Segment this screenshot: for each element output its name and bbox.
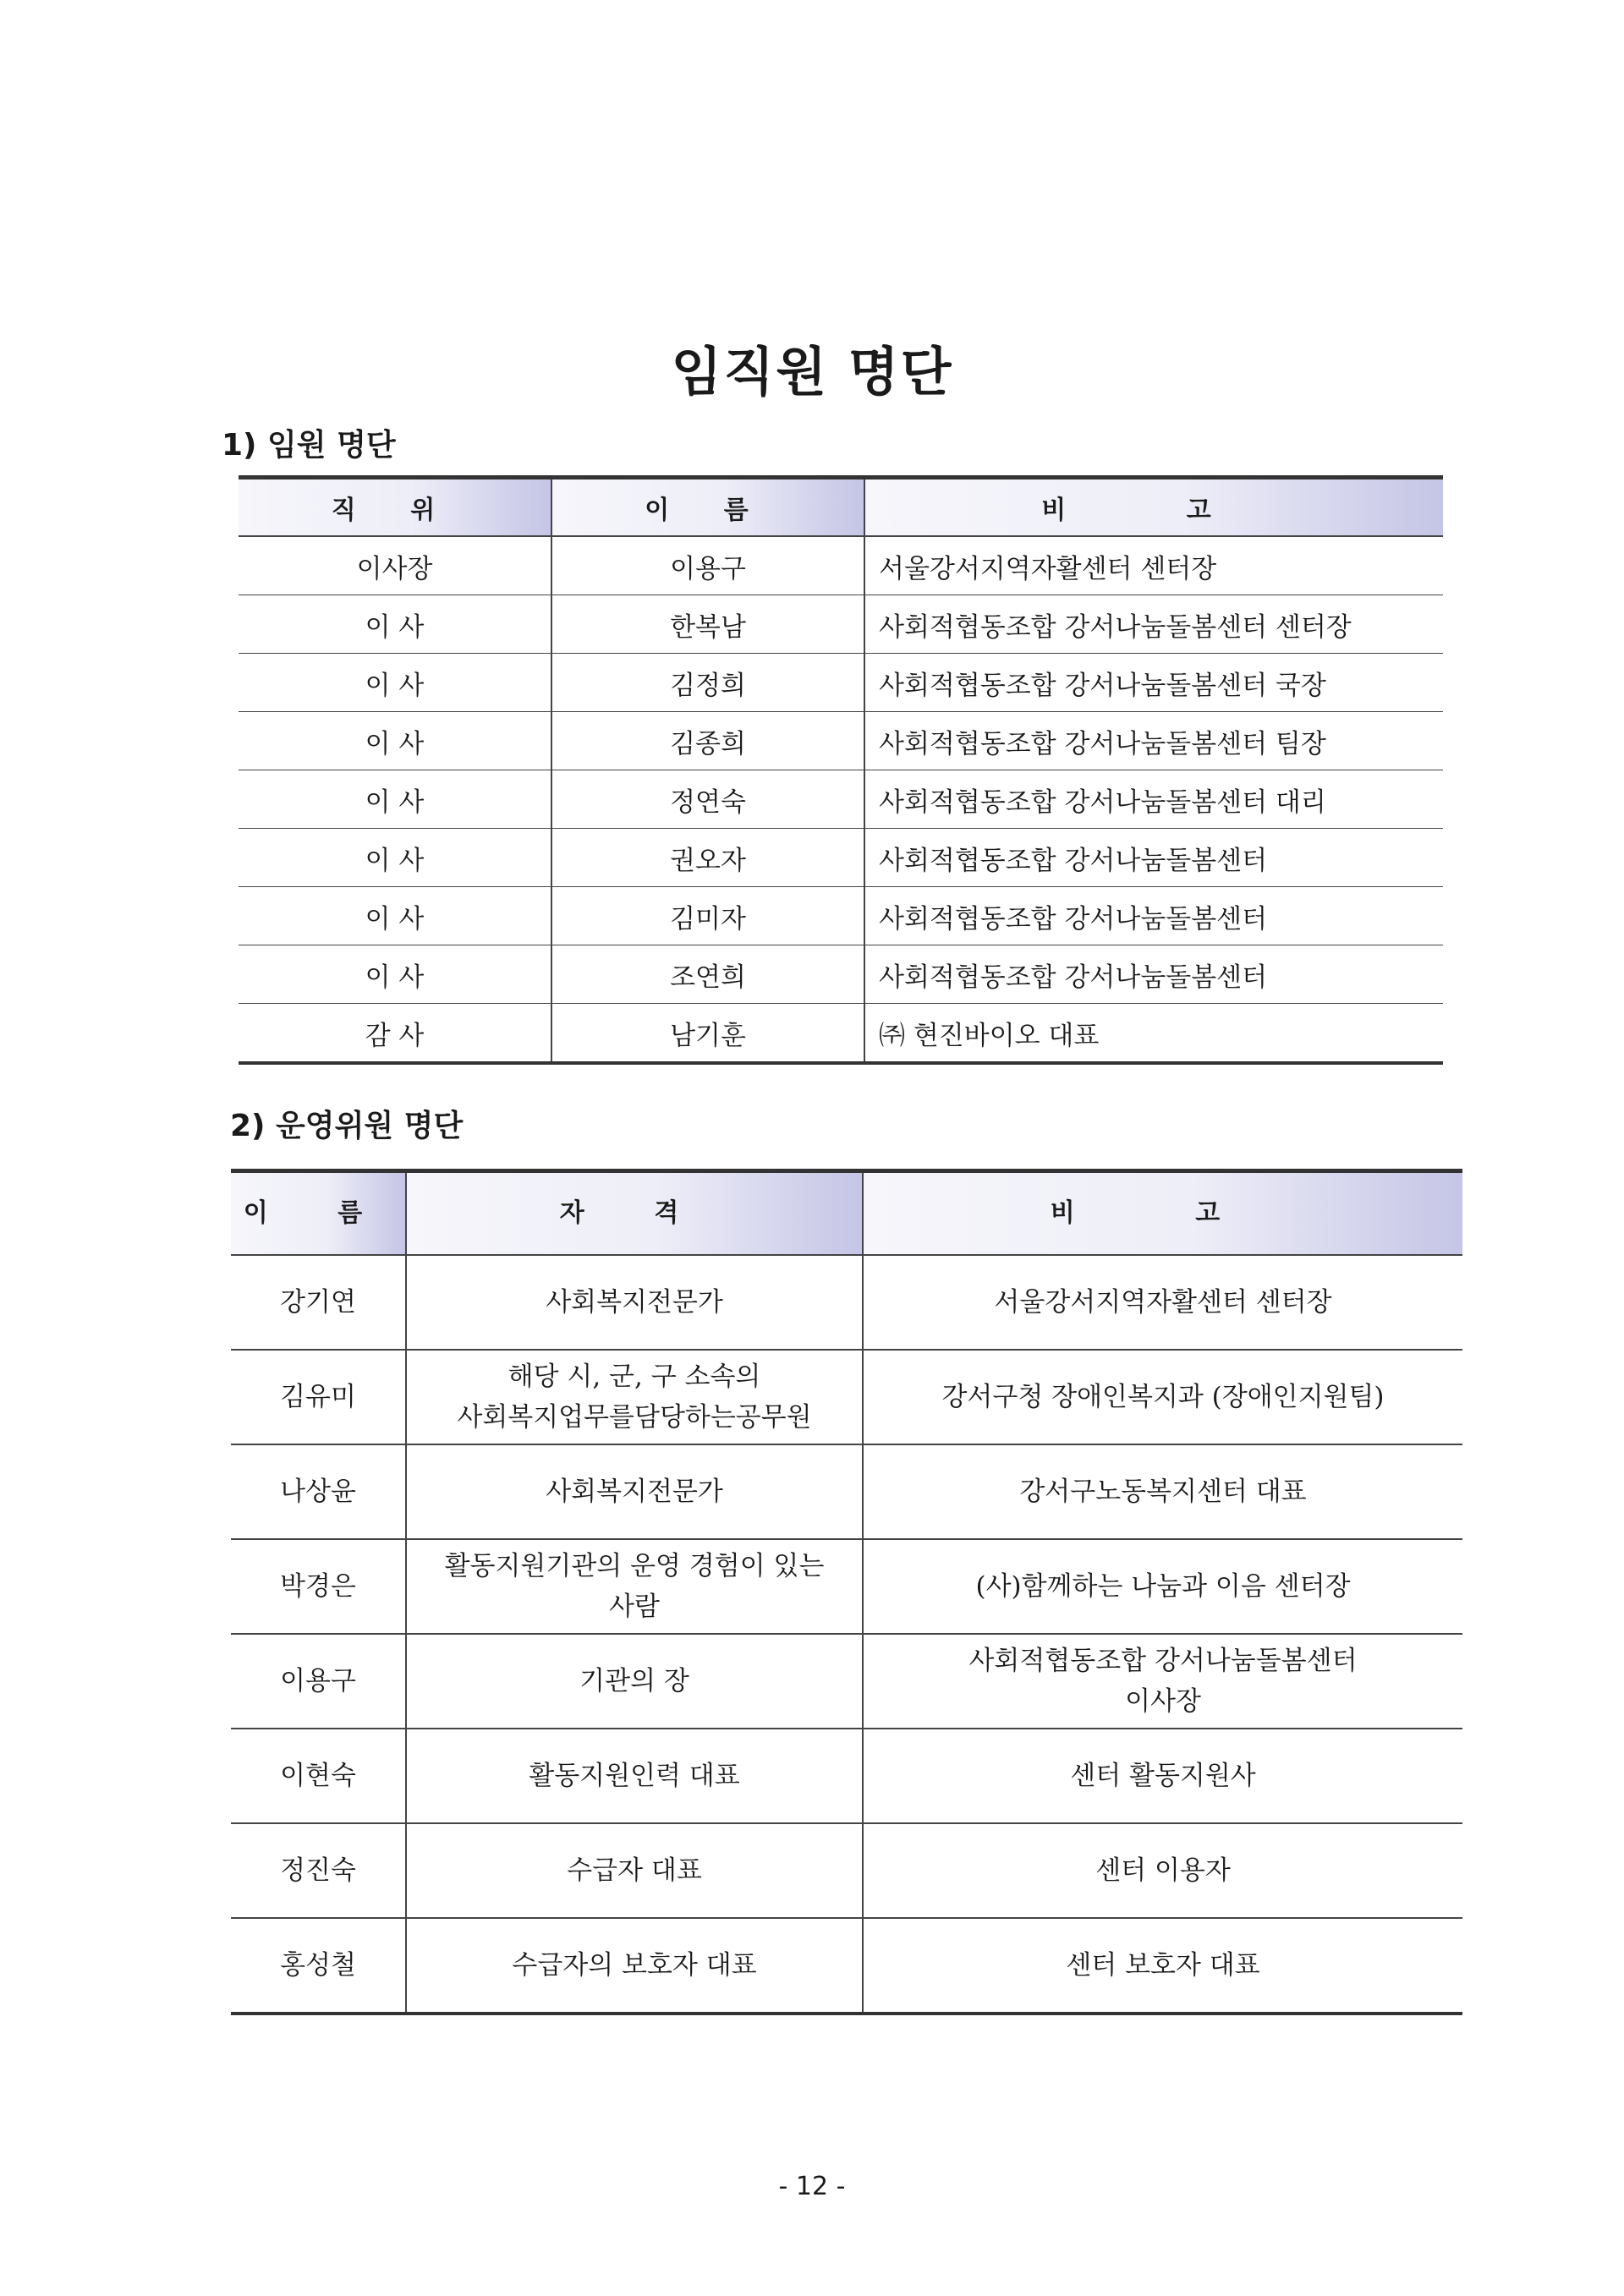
column-header-qualification: 자 격: [406, 1171, 863, 1256]
officer-name-cell: 권오자: [551, 829, 864, 887]
member-qualification-cell-line: 사람: [609, 1592, 660, 1622]
officer-note-cell: ㈜ 현진바이오 대표: [864, 1004, 1443, 1064]
member-qualification-cell-line: 사회복지전문가: [546, 1476, 723, 1507]
table-row: [231, 1634, 1462, 1729]
table-row: [239, 1004, 1443, 1064]
table-row: [239, 595, 1443, 654]
table-row: [239, 945, 1443, 1004]
officer-position-cell: 이 사: [239, 829, 551, 887]
member-note-cell-line: 센터 활동지원사: [1070, 1760, 1256, 1791]
column-header-note: 비 고: [863, 1171, 1462, 1256]
column-header-name: 이 름: [231, 1171, 406, 1256]
member-name-cell: 이현숙: [231, 1729, 406, 1823]
member-note-cell: [863, 1255, 1462, 1350]
member-qualification-cell: [406, 1918, 863, 2014]
member-note-cell: [863, 1634, 1462, 1729]
page-title: 임직원 명단: [671, 341, 953, 403]
officer-name-cell: 이용구: [551, 536, 864, 595]
officer-position-cell: 이 사: [239, 770, 551, 829]
officer-note-cell: 사회적협동조합 강서나눔돌봄센터 대리: [864, 770, 1443, 829]
member-note-cell: [863, 1729, 1462, 1823]
member-qualification-cell: [406, 1444, 863, 1539]
officer-note-cell: 사회적협동조합 강서나눔돌봄센터 센터장: [864, 595, 1443, 654]
officer-name-cell: 김정희: [551, 654, 864, 712]
table-row: [239, 654, 1443, 712]
member-qualification-cell-line: 수급자의 보호자 대표: [512, 1949, 757, 1981]
member-qualification-cell: [406, 1350, 863, 1444]
member-note-cell: [863, 1918, 1462, 2014]
member-qualification-cell: [406, 1634, 863, 1729]
member-name-cell: 나상윤: [231, 1444, 406, 1539]
officer-position-cell: 감 사: [239, 1004, 551, 1064]
table-header-row: [239, 478, 1443, 537]
officer-note-cell: 사회적협동조합 강서나눔돌봄센터: [864, 829, 1443, 887]
member-qualification-cell-line: 사회복지업무를담당하는공무원: [457, 1402, 812, 1433]
officer-position-cell: 이 사: [239, 654, 551, 712]
table-row: [231, 1444, 1462, 1539]
table-row: [231, 1729, 1462, 1823]
member-qualification-cell-line: 활동지원인력 대표: [529, 1760, 740, 1791]
officer-note-cell: 사회적협동조합 강서나눔돌봄센터: [864, 945, 1443, 1004]
column-header-position: 직 위: [239, 478, 551, 537]
member-note-cell: [863, 1823, 1462, 1918]
officers-table: [239, 475, 1443, 1065]
officer-name-cell: 한복남: [551, 595, 864, 654]
officer-position-cell: 이 사: [239, 887, 551, 945]
table-row: [231, 1918, 1462, 2014]
member-note-cell-line: 센터 이용자: [1095, 1855, 1231, 1886]
member-note-cell: [863, 1539, 1462, 1634]
member-name-cell: 김유미: [231, 1350, 406, 1444]
member-note-cell-line: 센터 보호자 대표: [1066, 1949, 1260, 1981]
member-qualification-cell: [406, 1823, 863, 1918]
member-name-cell: 홍성철: [231, 1918, 406, 2014]
member-qualification-cell: [406, 1255, 863, 1350]
table-row: [239, 829, 1443, 887]
officer-note-cell: 사회적협동조합 강서나눔돌봄센터: [864, 887, 1443, 945]
member-qualification-cell-line: 수급자 대표: [567, 1855, 702, 1886]
officer-position-cell: 이 사: [239, 945, 551, 1004]
member-qualification-cell-line: 사회복지전문가: [546, 1286, 723, 1318]
member-note-cell-line: 강서구노동복지센터 대표: [1019, 1476, 1307, 1507]
officer-position-cell: 이사장: [239, 536, 551, 595]
officer-note-cell: 서울강서지역자활센터 센터장: [864, 536, 1443, 595]
table-header-row: [231, 1171, 1462, 1256]
officer-name-cell: 김종희: [551, 712, 864, 770]
table-row: [239, 887, 1443, 945]
table-row: [239, 536, 1443, 595]
member-name-cell: 이용구: [231, 1634, 406, 1729]
column-header-name: 이 름: [551, 478, 864, 537]
table-row: [231, 1255, 1462, 1350]
section-heading-officers: 1) 임원 명단: [222, 428, 396, 463]
column-header-note: 비 고: [864, 478, 1443, 537]
member-qualification-cell: [406, 1539, 863, 1634]
table-row: [239, 770, 1443, 829]
table-row: [239, 712, 1443, 770]
member-note-cell-line: 강서구청 장애인복지과 (장애인지원팀): [941, 1381, 1385, 1412]
member-note-cell-line: (사)함께하는 나눔과 이음 센터장: [975, 1570, 1351, 1602]
member-qualification-cell-line: 해당 시, 군, 구 소속의: [508, 1361, 761, 1392]
officer-note-cell: 사회적협동조합 강서나눔돌봄센터 팀장: [864, 712, 1443, 770]
member-name-cell: 정진숙: [231, 1823, 406, 1918]
table-row: [231, 1823, 1462, 1918]
member-qualification-cell-line: 활동지원기관의 운영 경험이 있는: [444, 1550, 825, 1581]
table-row: [231, 1350, 1462, 1444]
officer-name-cell: 정연숙: [551, 770, 864, 829]
officer-name-cell: 조연희: [551, 945, 864, 1004]
member-note-cell: [863, 1444, 1462, 1539]
member-qualification-cell-line: 기관의 장: [579, 1665, 689, 1696]
section-heading-committee: 2) 운영위원 명단: [230, 1109, 464, 1143]
member-qualification-cell: [406, 1729, 863, 1823]
page-number: - 12 -: [778, 2172, 846, 2201]
officer-name-cell: 남기훈: [551, 1004, 864, 1064]
member-name-cell: 박경은: [231, 1539, 406, 1634]
member-note-cell-line: 사회적협동조합 강서나눔돌봄센터: [968, 1645, 1358, 1676]
officer-position-cell: 이 사: [239, 712, 551, 770]
officer-name-cell: 김미자: [551, 887, 864, 945]
officer-note-cell: 사회적협동조합 강서나눔돌봄센터 국장: [864, 654, 1443, 712]
officer-position-cell: 이 사: [239, 595, 551, 654]
member-note-cell-line: 이사장: [1125, 1686, 1201, 1717]
member-name-cell: 강기연: [231, 1255, 406, 1350]
member-note-cell-line: 서울강서지역자활센터 센터장: [994, 1286, 1332, 1318]
member-note-cell: [863, 1350, 1462, 1444]
committee-table: [231, 1169, 1462, 2015]
table-row: [231, 1539, 1462, 1634]
